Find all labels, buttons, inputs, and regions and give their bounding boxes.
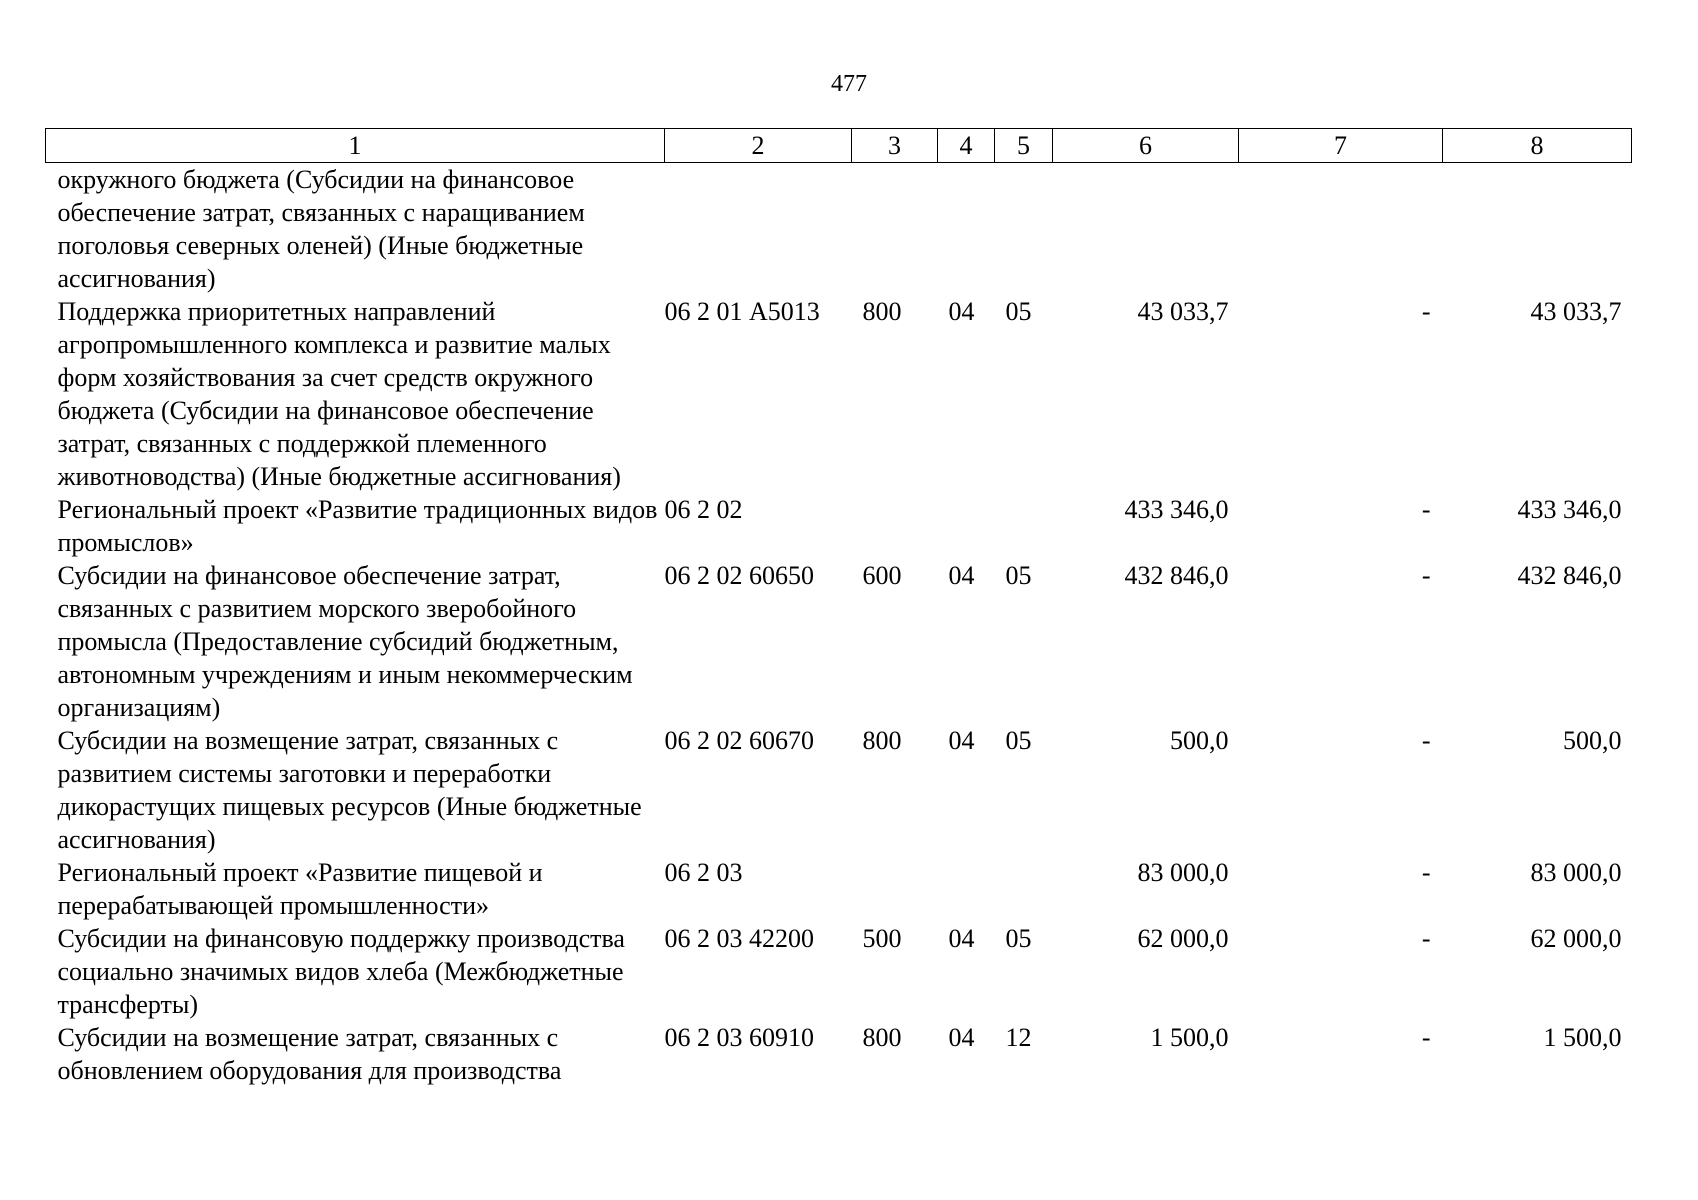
- row-col-3: 600: [862, 561, 902, 590]
- row-col-5: [995, 163, 1053, 296]
- table-row: [46, 559, 1632, 724]
- header-col-8: 8: [1443, 129, 1632, 163]
- row-col-6: 432 846,0: [1124, 561, 1229, 590]
- row-name: Субсидии на возмещение затрат, связанных с обновлением оборудования для производства: [57, 1023, 562, 1085]
- row-name: Субсидии на возмещение затрат, связанных с развитием системы заготовки и переработки дикорастущих пищевых ресурсов (Иные бюджетные ассигнования): [57, 726, 642, 854]
- row-col-3: [852, 163, 938, 296]
- row-col-8: 432 846,0: [1517, 561, 1622, 590]
- row-col-5: [995, 493, 1053, 559]
- table-row: [46, 295, 1632, 493]
- row-col-5: 05: [1005, 726, 1032, 755]
- row-name: Субсидии на финансовую поддержку производства социально значимых видов хлеба (Межбюджетные трансферты): [57, 924, 625, 1019]
- row-col-4: 04: [948, 726, 975, 755]
- table-row: [46, 1021, 1632, 1087]
- header-col-7: 7: [1239, 129, 1443, 163]
- row-col-8: 83 000,0: [1530, 858, 1622, 887]
- row-name: Поддержка приоритетных направлений агропромышленного комплекса и развитие малых форм хозяйствования за счет средств окружного бюджета (Субсидии на финансовое обеспечение затрат, связанных с поддержкой племенного животноводства) (Иные бюджетные ассигнования): [57, 297, 621, 491]
- row-col-6: [1053, 163, 1239, 296]
- page-number: 477: [831, 71, 867, 97]
- row-name: Субсидии на финансовое обеспечение затрат, связанных с развитием морского зверобойного промысла (Предоставление субсидий бюджетным, автономным учреждениям и иным некоммерческим организациям): [57, 561, 633, 722]
- table-row: [46, 856, 1632, 922]
- row-col-7: -: [1421, 726, 1431, 755]
- row-code: 06 2 03 60910: [664, 1023, 814, 1052]
- row-name: Региональный проект «Развитие традиционных видов промыслов»: [57, 495, 658, 557]
- row-col-7: [1239, 163, 1443, 296]
- header-row: [46, 129, 1632, 163]
- row-col-3: 800: [862, 1023, 902, 1052]
- row-code: 06 2 01 А5013: [664, 297, 820, 326]
- row-col-4: 04: [948, 561, 975, 590]
- row-col-7: -: [1421, 297, 1431, 326]
- header-col-3: 3: [852, 129, 938, 163]
- row-col-5: 12: [1005, 1023, 1032, 1052]
- row-col-6: 500,0: [1170, 726, 1229, 755]
- table-row: [46, 163, 1632, 296]
- row-col-6: 43 033,7: [1137, 297, 1229, 326]
- row-col-5: [995, 856, 1053, 922]
- row-col-6: 1 500,0: [1150, 1023, 1229, 1052]
- row-col-3: 800: [862, 726, 902, 755]
- row-col-6: 433 346,0: [1124, 495, 1229, 524]
- row-code: 06 2 02 60650: [664, 561, 814, 590]
- row-code: [665, 163, 852, 296]
- row-col-4: [938, 493, 995, 559]
- header-col-5: 5: [995, 129, 1053, 163]
- header-col-2: 2: [665, 129, 852, 163]
- row-col-7: -: [1421, 561, 1431, 590]
- row-col-8: 500,0: [1563, 726, 1622, 755]
- row-col-8: [1443, 163, 1632, 296]
- table-row: [46, 493, 1632, 559]
- row-col-5: 05: [1005, 297, 1032, 326]
- row-col-8: 1 500,0: [1543, 1023, 1622, 1052]
- row-code: 06 2 02: [664, 495, 743, 524]
- row-col-5: 05: [1005, 924, 1032, 953]
- row-col-3: 800: [862, 297, 902, 326]
- row-name: окружного бюджета (Субсидии на финансовое обеспечение затрат, связанных с наращиванием поголовья северных оленей) (Иные бюджетные ассигнования): [57, 165, 585, 293]
- row-col-4: 04: [948, 1023, 975, 1052]
- row-col-4: [938, 163, 995, 296]
- row-col-7: -: [1421, 924, 1431, 953]
- header-col-1: 1: [46, 129, 665, 163]
- table-row: [46, 724, 1632, 856]
- row-code: 06 2 03 42200: [664, 924, 814, 953]
- table-header: [46, 129, 1632, 163]
- row-code: 06 2 03: [664, 858, 743, 887]
- row-col-7: -: [1421, 1023, 1431, 1052]
- header-col-4: 4: [938, 129, 995, 163]
- row-col-8: 43 033,7: [1530, 297, 1622, 326]
- table-body: [46, 163, 1632, 1088]
- row-col-7: -: [1421, 495, 1431, 524]
- row-col-6: 83 000,0: [1137, 858, 1229, 887]
- row-col-3: [852, 856, 938, 922]
- table-row: [46, 922, 1632, 1021]
- row-col-8: 62 000,0: [1530, 924, 1622, 953]
- row-col-5: 05: [1005, 561, 1032, 590]
- row-col-4: [938, 856, 995, 922]
- row-name: Региональный проект «Развитие пищевой и перерабатывающей промышленности»: [57, 858, 543, 920]
- row-col-3: [852, 493, 938, 559]
- row-col-4: 04: [948, 297, 975, 326]
- row-col-3: 500: [862, 924, 902, 953]
- row-col-7: -: [1421, 858, 1431, 887]
- row-col-6: 62 000,0: [1137, 924, 1229, 953]
- budget-table: [45, 128, 1632, 1087]
- header-col-6: 6: [1053, 129, 1239, 163]
- row-code: 06 2 02 60670: [664, 726, 814, 755]
- row-col-8: 433 346,0: [1517, 495, 1622, 524]
- row-col-4: 04: [948, 924, 975, 953]
